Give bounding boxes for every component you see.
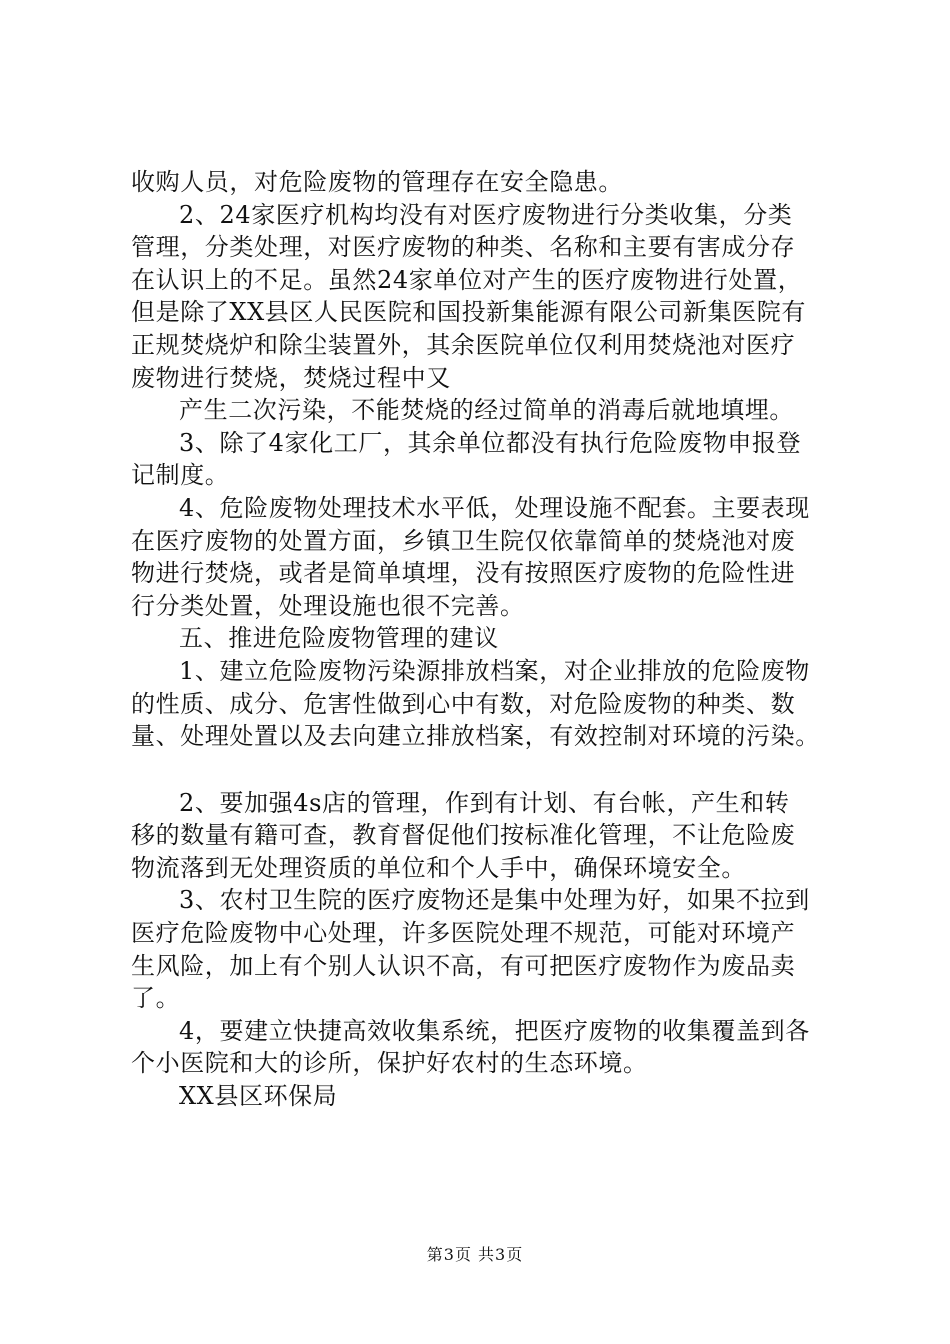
text-line: 的性质、成分、危害性做到心中有数，对危险废物的种类、数 xyxy=(131,689,796,718)
text-line: 记制度。 xyxy=(131,461,230,490)
blank-line xyxy=(131,753,841,787)
text-line: 移的数量有籍可查，教育督促他们按标准化管理，不让危险废 xyxy=(131,821,796,850)
text-line: 个小医院和大的诊所，保护好农村的生态环境。 xyxy=(131,1049,648,1078)
text-line: 收购人员，对危险废物的管理存在安全隐患。 xyxy=(131,168,623,196)
text-line: 生风险，加上有个别人认识不高，有可把医疗废物作为废品卖 xyxy=(131,951,796,980)
signature-text: XX县区环保局 xyxy=(179,1082,338,1111)
text-line: 物流落到无处理资质的单位和个人手中，确保环境安全。 xyxy=(131,853,746,882)
paragraph-9 xyxy=(131,1015,841,1080)
text-line: 产生二次污染，不能焚烧的经过简单的消毒后就地填埋。 xyxy=(179,396,794,425)
text-line: 了。 xyxy=(131,984,181,1013)
signature xyxy=(131,1080,841,1113)
text-line: 医疗危险废物中心处理，许多医院处理不规范，可能对环境产 xyxy=(131,919,796,948)
paragraph-5 xyxy=(131,492,841,622)
text-line: 废物进行焚烧，焚烧过程中又 xyxy=(131,363,451,392)
section-heading-text: 五、推进危险废物管理的建议 xyxy=(179,624,499,653)
paragraph-8 xyxy=(131,884,841,1014)
text-line: 物进行焚烧，或者是简单填埋，没有按照医疗废物的危险性进 xyxy=(131,559,796,588)
paragraph-1 xyxy=(131,166,841,199)
text-line: 量、处理处置以及去向建立排放档案，有效控制对环境的污染。 xyxy=(131,722,820,751)
text-line: 管理，分类处理，对医疗废物的种类、名称和主要有害成分存 xyxy=(131,233,796,262)
document-body xyxy=(131,166,841,1113)
paragraph-6 xyxy=(131,655,841,753)
text-line: 2、24家医疗机构均没有对医疗废物进行分类收集，分类 xyxy=(179,200,793,229)
paragraph-3 xyxy=(131,394,841,427)
text-line: 1、建立危险废物污染源排放档案，对企业排放的危险废物 xyxy=(179,656,810,685)
page-number-footer: 第3页 共3页 xyxy=(426,1245,524,1264)
text-line: 行分类处置，处理设施也很不完善。 xyxy=(131,591,525,620)
text-line: 在医疗废物的处置方面，乡镇卫生院仅依靠简单的焚烧池对废 xyxy=(131,526,796,555)
text-line: 3、农村卫生院的医疗废物还是集中处理为好，如果不拉到 xyxy=(179,886,810,915)
text-line: 但是除了XX县区人民医院和国投新集能源有限公司新集医院有 xyxy=(131,298,806,327)
text-line: 2、要加强4s店的管理，作到有计划、有台帐，产生和转 xyxy=(179,788,790,817)
paragraph-2 xyxy=(131,199,841,395)
text-line: 在认识上的不足。虽然24家单位对产生的医疗废物进行处置， xyxy=(131,265,803,294)
section-heading xyxy=(131,622,841,655)
text-line: 4、危险废物处理技术水平低，处理设施不配套。主要表现 xyxy=(179,493,810,522)
text-line: 4，要建立快捷高效收集系统，把医疗废物的收集覆盖到各 xyxy=(179,1016,810,1045)
text-line: 正规焚烧炉和除尘装置外，其余医院单位仅利用焚烧池对医疗 xyxy=(131,330,796,359)
paragraph-4 xyxy=(131,427,841,492)
paragraph-7 xyxy=(131,787,841,885)
text-line: 3、除了4家化工厂，其余单位都没有执行危险废物申报登 xyxy=(179,428,802,457)
